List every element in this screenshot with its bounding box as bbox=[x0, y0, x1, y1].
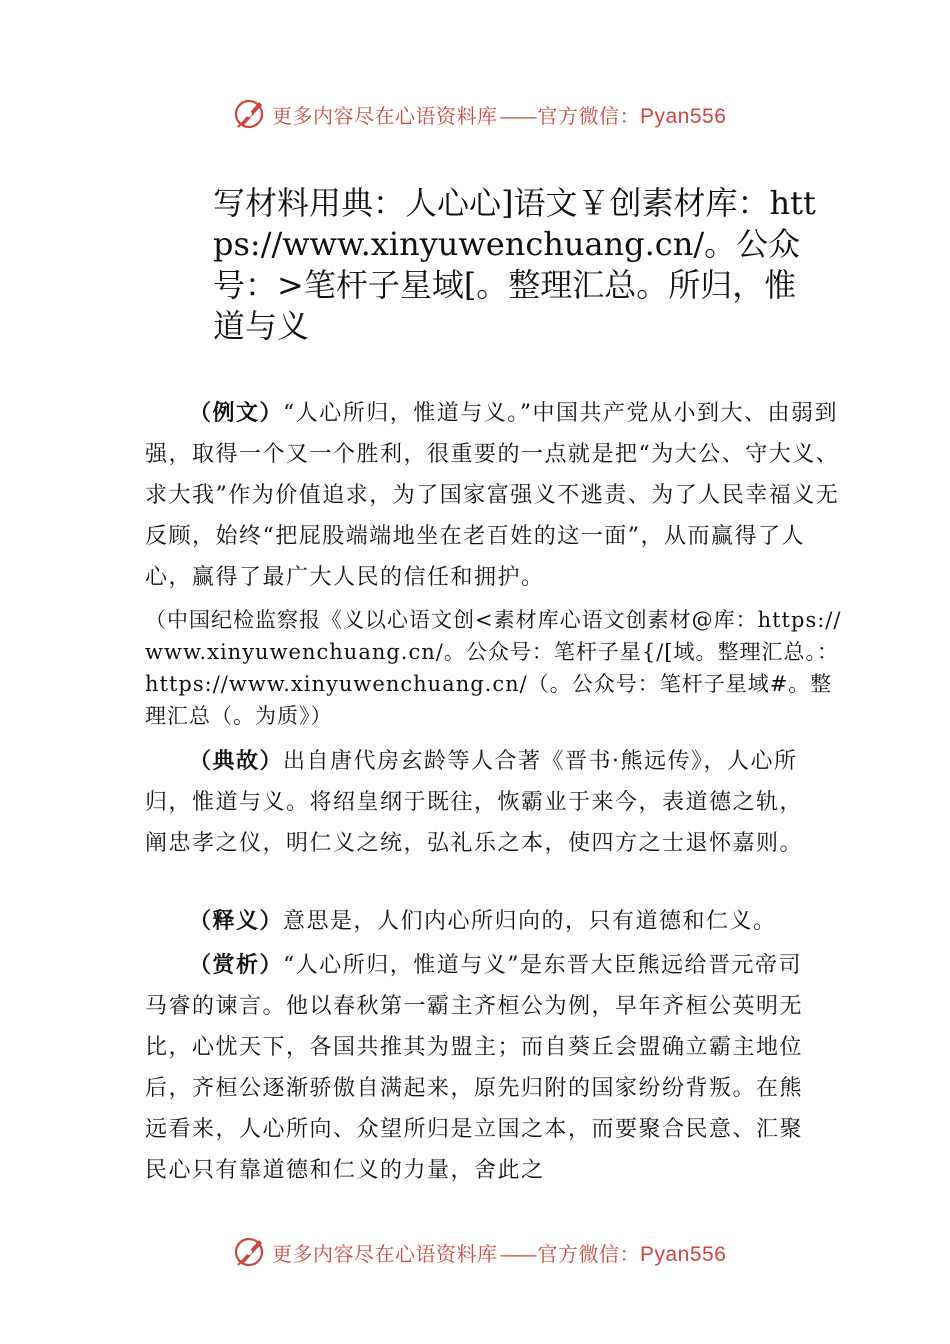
banner-label: 官方微信： bbox=[537, 1241, 640, 1266]
allusion-paragraph bbox=[145, 741, 810, 864]
wechat-id: Pyan556 bbox=[640, 104, 727, 128]
meaning-paragraph bbox=[145, 901, 810, 942]
meaning-text: 意思是，人们内心所归向的，只有道德和仁义。 bbox=[283, 909, 777, 934]
red-quill-logo-icon bbox=[232, 1234, 268, 1270]
allusion-tag: （典故） bbox=[189, 748, 284, 774]
allusion-text: 出自唐代房玄龄等人合著《晋书·熊远传》，人心所归，惟道与义。将绍皇纲于既往，恢霸业于来今，表道德之轨，阐忠孝之仪，明仁义之统，弘礼乐之本，使四方之士退怀嘉则。 bbox=[145, 749, 804, 856]
example-tag: （例文） bbox=[189, 400, 284, 426]
analysis-tag: （赏析） bbox=[189, 952, 284, 978]
analysis-paragraph bbox=[145, 945, 810, 1191]
banner-text bbox=[272, 100, 726, 129]
example-text: “人心所归，惟道与义。”中国共产党从小到大、由弱到强，取得一个又一个胜利，很重要的一点就是把“为大公、守大义、求大我”作为价值追求，为了国家富强义不逃责、为了人民幸福义无反顾，始终“把屁股端端地坐在老百姓的这一面”，从而赢得了人心，赢得了最广大人民的信任和拥护。 bbox=[145, 401, 840, 590]
example-paragraph bbox=[145, 393, 845, 598]
banner-text bbox=[272, 1238, 726, 1267]
meaning-tag: （释义） bbox=[189, 908, 284, 934]
wechat-id: Pyan556 bbox=[640, 1242, 727, 1266]
banner-slogan: 更多内容尽在心语资料库 bbox=[272, 103, 498, 128]
citation-paragraph: （中国纪检监察报《义以心语文创<素材库心语文创素材@库：https://www.xinyuwenchuang.cn/。公众号：笔杆子星{/[域。整理汇总。：https://www.xinyuwenchuang.cn/（。公众号：笔杆子星域#。整理汇总（。为质》） bbox=[145, 608, 842, 728]
header-banner bbox=[232, 94, 792, 134]
red-quill-logo-icon bbox=[232, 96, 268, 132]
page-title: 写材料用典：人心心]语文￥创素材库：https://www.xinyuwenchuang.cn/。公众号：>笔杆子星域[。整理汇总。所归，惟道与义 bbox=[213, 184, 816, 345]
banner-slogan: 更多内容尽在心语资料库 bbox=[272, 1241, 498, 1266]
footer-banner bbox=[232, 1232, 792, 1272]
analysis-text: “人心所归，惟道与义”是东晋大臣熊远给晋元帝司马睿的谏言。他以春秋第一霸主齐桓公为例，早年齐桓公英明无比，心忧天下，各国共推其为盟主；而自葵丘会盟确立霸主地位后，齐桓公逐渐骄傲自满起来，原先归附的国家纷纷背叛。在熊远看来，人心所向、众望所归是立国之本，而要聚合民意、汇聚民心只有靠道德和仁义的力量，舍此之 bbox=[145, 953, 804, 1183]
banner-dash: —— bbox=[499, 103, 536, 128]
banner-dash: —— bbox=[499, 1241, 536, 1266]
banner-label: 官方微信： bbox=[537, 103, 640, 128]
